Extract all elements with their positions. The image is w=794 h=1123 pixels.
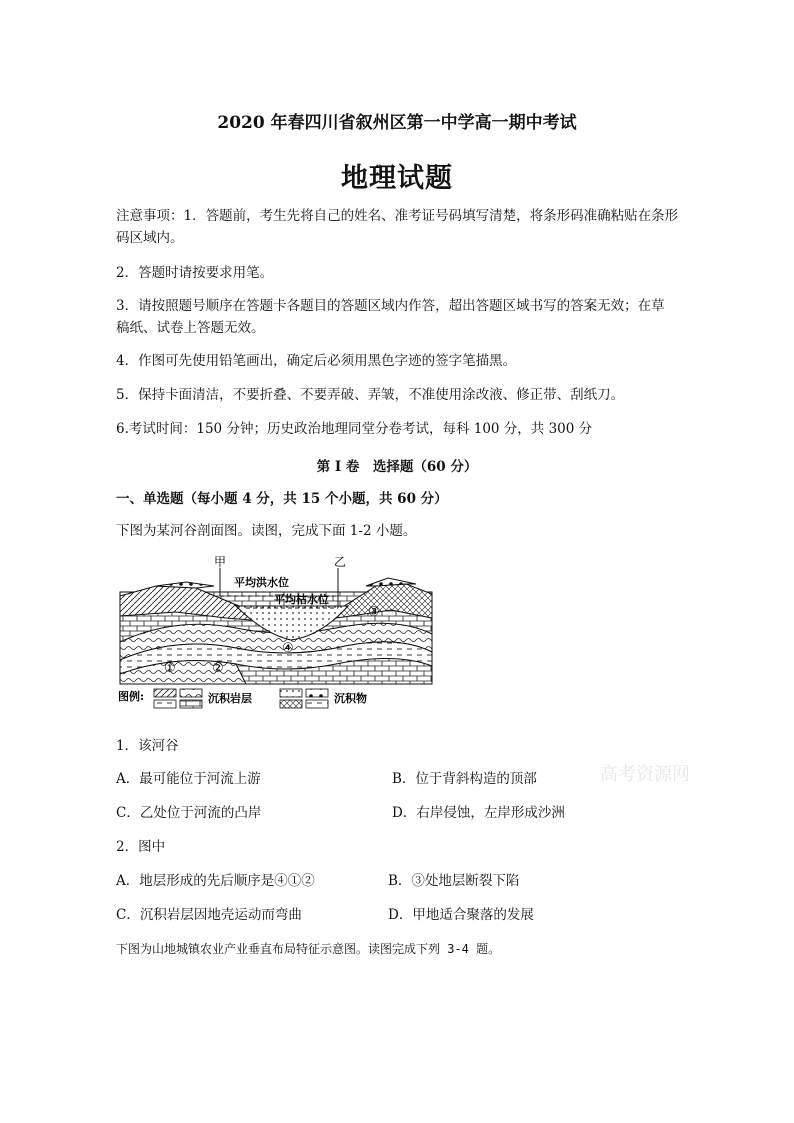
notice-item-2: 2．答题时请按要求用笔。 <box>116 265 274 281</box>
part1-heading: 第 I 卷 选择题（60 分） <box>316 459 478 475</box>
legend-swatch-dash <box>154 700 176 708</box>
exam-title: 地理试题 <box>341 163 453 194</box>
marker-1: ① <box>164 661 176 676</box>
section-heading: 一、单选题（每小题 4 分，共 15 个小题，共 60 分） <box>116 491 448 507</box>
question-1-option-b[interactable]: B．位于背斜构造的顶部 <box>392 771 537 787</box>
watermark: 高考资源网 <box>600 764 690 785</box>
legend-title: 图例: <box>118 690 145 703</box>
marker-3: ③ <box>368 605 380 620</box>
legend-swatch-dots <box>280 689 302 697</box>
question-2-option-d[interactable]: D．甲地适合聚落的发展 <box>388 907 534 923</box>
legend-swatch-cross <box>280 700 302 708</box>
question-2-option-c[interactable]: C．沉积岩层因地壳运动而弯曲 <box>116 907 302 923</box>
notice-item-3-line2: 稿纸、试卷上答题无效。 <box>116 320 265 336</box>
notice-item-6: 6.考试时间：150 分钟；历史政治地理同堂分卷考试，每科 100 分，共 300 分 <box>116 421 593 437</box>
exam-subtitle: 2020 年春四川省叙州区第一中学高一期中考试 <box>217 113 577 133</box>
marker-2: ② <box>212 661 224 676</box>
legend-swatch-dash-2 <box>306 700 328 708</box>
notice-item-3-line1: 3．请按照题号顺序在答题卡各题目的答题区域内作答，超出答题区域书写的答案无效；在草 <box>116 298 665 314</box>
legend-swatch-bigdots <box>306 689 328 697</box>
valley-diagram <box>116 556 436 711</box>
notice-item-4: 4．作图可先使用铅笔画出，确定后必须用黑色字迹的签字笔描黑。 <box>116 353 517 369</box>
notice-item-5: 5．保持卡面清洁，不要折叠、不要弄破、弄皱，不准使用涂改液、修正带、刮纸刀。 <box>116 387 625 403</box>
question-1-option-d[interactable]: D．右岸侵蚀，左岸形成沙洲 <box>392 805 565 821</box>
question-1-option-c[interactable]: C．乙处位于河流的凸岸 <box>116 805 262 821</box>
question-2-option-b[interactable]: B．③处地层断裂下陷 <box>388 873 520 889</box>
label-yi: 乙 <box>334 556 347 569</box>
figure-intro: 下图为某河谷剖面图。读图，完成下面 1-2 小题。 <box>116 523 417 539</box>
legend-swatch-hatch <box>154 689 176 697</box>
legend-swatch-wave <box>180 689 202 697</box>
marker-4: ④ <box>282 641 294 656</box>
flood-level-label: 平均洪水位 <box>234 576 289 589</box>
legend-swatch-brick <box>180 700 202 708</box>
question-2-option-a[interactable]: A．地层形成的先后顺序是④①② <box>116 873 315 889</box>
valley-cross-section-figure <box>116 556 436 715</box>
question-2-stem: 2．图中 <box>116 839 166 855</box>
dry-level-label: 平均枯水位 <box>274 593 329 606</box>
next-figure-intro: 下图为山地城镇农业产业垂直布局特征示意图。读图完成下列 3-4 题。 <box>116 942 501 956</box>
question-1-stem: 1．该河谷 <box>116 738 179 754</box>
legend-deposit-label: 沉积物 <box>334 692 367 705</box>
notice-item-1: 注意事项：1．答题前，考生先将自己的姓名、准考证号码填写清楚，将条形码准确粘贴在条形码区域内。 <box>116 208 679 246</box>
legend-sedimentary-label: 沉积岩层 <box>208 692 252 705</box>
label-jia: 甲 <box>214 556 227 569</box>
question-1-option-a[interactable]: A．最可能位于河流上游 <box>116 771 261 787</box>
